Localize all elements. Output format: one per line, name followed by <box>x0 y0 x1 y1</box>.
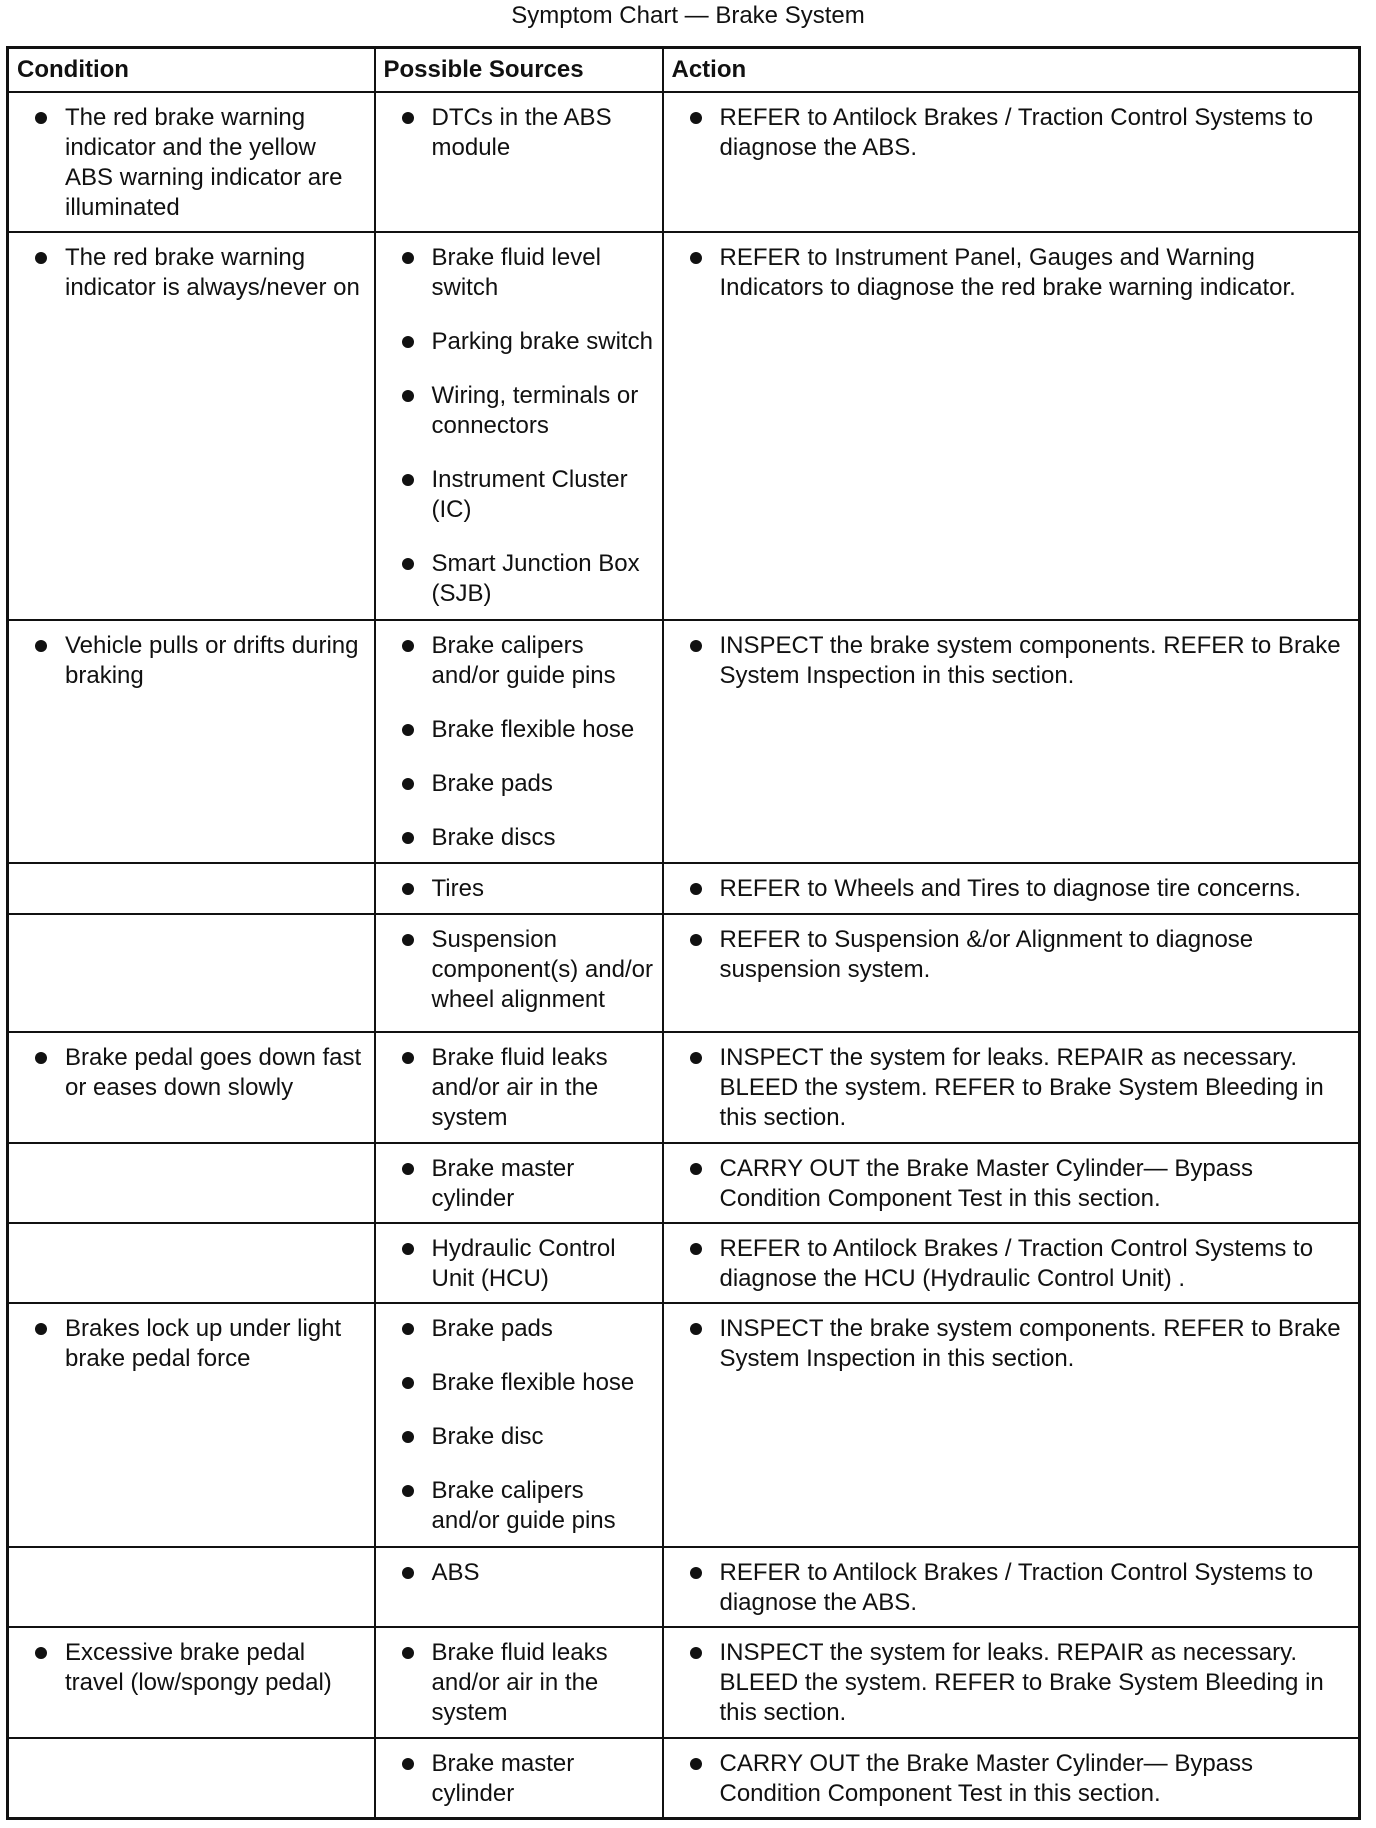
action-cell <box>663 92 1360 233</box>
action-text: CARRY OUT the Brake Master Cylinder— Bypass Condition Component Test in this section. <box>670 1154 1353 1214</box>
table-row <box>8 1303 1360 1546</box>
action-cell <box>663 620 1360 863</box>
header-condition: Condition <box>8 48 375 92</box>
possible-sources-cell <box>375 620 663 863</box>
action-cell <box>663 863 1360 913</box>
header-action: Action <box>663 48 1360 92</box>
condition-cell <box>8 1627 375 1738</box>
table-row <box>8 1143 1360 1223</box>
action-cell <box>663 1627 1360 1738</box>
action-cell <box>663 232 1360 620</box>
action-cell <box>663 1303 1360 1546</box>
possible-source-item: Brake calipers and/or guide pins <box>382 631 656 691</box>
possible-source-item: Brake flexible hose <box>382 715 656 745</box>
condition-cell <box>8 863 375 913</box>
possible-source-item: DTCs in the ABS module <box>382 103 656 163</box>
possible-source-item: Brake master cylinder <box>382 1154 656 1214</box>
condition-text: Brake pedal goes down fast or eases down slowly <box>15 1043 368 1103</box>
condition-cell <box>8 1223 375 1303</box>
possible-source-item: Brake master cylinder <box>382 1749 656 1809</box>
possible-source-item: Brake disc <box>382 1422 656 1452</box>
possible-sources-cell <box>375 232 663 620</box>
possible-source-item: Wiring, terminals or connectors <box>382 381 656 441</box>
action-text: CARRY OUT the Brake Master Cylinder— Bypass Condition Component Test in this section. <box>670 1749 1353 1809</box>
action-cell <box>663 1143 1360 1223</box>
action-text: INSPECT the brake system components. REFER to Brake System Inspection in this section. <box>670 631 1353 691</box>
possible-sources-cell <box>375 914 663 1033</box>
table-row <box>8 92 1360 233</box>
header-row <box>8 48 1360 92</box>
table-row <box>8 1627 1360 1738</box>
possible-sources-cell <box>375 1303 663 1546</box>
possible-sources-cell <box>375 1738 663 1819</box>
action-cell <box>663 1223 1360 1303</box>
possible-source-item: Instrument Cluster (IC) <box>382 465 656 525</box>
action-cell <box>663 1547 1360 1627</box>
possible-source-item: Suspension component(s) and/or wheel alignment <box>382 925 656 1015</box>
condition-cell <box>8 92 375 233</box>
table-row <box>8 1223 1360 1303</box>
condition-text: The red brake warning indicator is always/never on <box>15 243 368 303</box>
condition-text: Vehicle pulls or drifts during braking <box>15 631 368 691</box>
possible-sources-cell <box>375 1223 663 1303</box>
action-cell <box>663 914 1360 1033</box>
table-row <box>8 1547 1360 1627</box>
possible-source-item: Smart Junction Box (SJB) <box>382 549 656 609</box>
table-row <box>8 914 1360 1033</box>
condition-text: The red brake warning indicator and the yellow ABS warning indicator are illuminated <box>15 103 368 223</box>
action-text: INSPECT the system for leaks. REPAIR as necessary. BLEED the system. REFER to Brake System Bleeding in this section. <box>670 1043 1353 1133</box>
action-cell <box>663 1032 1360 1143</box>
condition-cell <box>8 914 375 1033</box>
possible-source-item: ABS <box>382 1558 656 1588</box>
action-text: REFER to Instrument Panel, Gauges and Warning Indicators to diagnose the red brake warning indicator. <box>670 243 1353 303</box>
condition-cell <box>8 1738 375 1819</box>
table-row <box>8 232 1360 620</box>
condition-text: Brakes lock up under light brake pedal force <box>15 1314 368 1374</box>
condition-cell <box>8 620 375 863</box>
condition-cell <box>8 1303 375 1546</box>
action-cell <box>663 1738 1360 1819</box>
possible-sources-cell <box>375 1627 663 1738</box>
possible-source-item: Hydraulic Control Unit (HCU) <box>382 1234 656 1294</box>
condition-cell <box>8 232 375 620</box>
table-row <box>8 1032 1360 1143</box>
possible-source-item: Brake fluid leaks and/or air in the system <box>382 1043 656 1133</box>
condition-cell <box>8 1143 375 1223</box>
table-row <box>8 620 1360 863</box>
possible-source-item: Brake calipers and/or guide pins <box>382 1476 656 1536</box>
action-text: REFER to Antilock Brakes / Traction Control Systems to diagnose the HCU (Hydraulic Control Unit) . <box>670 1234 1353 1294</box>
possible-source-item: Tires <box>382 874 656 904</box>
action-text: REFER to Antilock Brakes / Traction Control Systems to diagnose the ABS. <box>670 1558 1353 1618</box>
table-row <box>8 1738 1360 1819</box>
condition-text: Excessive brake pedal travel (low/spongy pedal) <box>15 1638 368 1698</box>
possible-source-item: Brake pads <box>382 1314 656 1344</box>
action-text: REFER to Antilock Brakes / Traction Control Systems to diagnose the ABS. <box>670 103 1353 163</box>
possible-sources-cell <box>375 1032 663 1143</box>
possible-sources-cell <box>375 863 663 913</box>
possible-source-item: Parking brake switch <box>382 327 656 357</box>
symptom-chart-table <box>6 46 1361 1820</box>
possible-sources-cell <box>375 92 663 233</box>
possible-sources-cell <box>375 1143 663 1223</box>
condition-cell <box>8 1547 375 1627</box>
possible-source-item: Brake pads <box>382 769 656 799</box>
action-text: INSPECT the system for leaks. REPAIR as necessary. BLEED the system. REFER to Brake System Bleeding in this section. <box>670 1638 1353 1728</box>
possible-source-item: Brake flexible hose <box>382 1368 656 1398</box>
condition-cell <box>8 1032 375 1143</box>
possible-source-item: Brake discs <box>382 823 656 853</box>
possible-sources-cell <box>375 1547 663 1627</box>
possible-source-item: Brake fluid leaks and/or air in the system <box>382 1638 656 1728</box>
page-title: Symptom Chart — Brake System <box>511 2 865 29</box>
header-possible-sources: Possible Sources <box>375 48 663 92</box>
action-text: INSPECT the brake system components. REFER to Brake System Inspection in this section. <box>670 1314 1353 1374</box>
possible-source-item: Brake fluid level switch <box>382 243 656 303</box>
action-text: REFER to Wheels and Tires to diagnose tire concerns. <box>670 874 1353 904</box>
action-text: REFER to Suspension &/or Alignment to diagnose suspension system. <box>670 925 1353 985</box>
table-row <box>8 863 1360 913</box>
